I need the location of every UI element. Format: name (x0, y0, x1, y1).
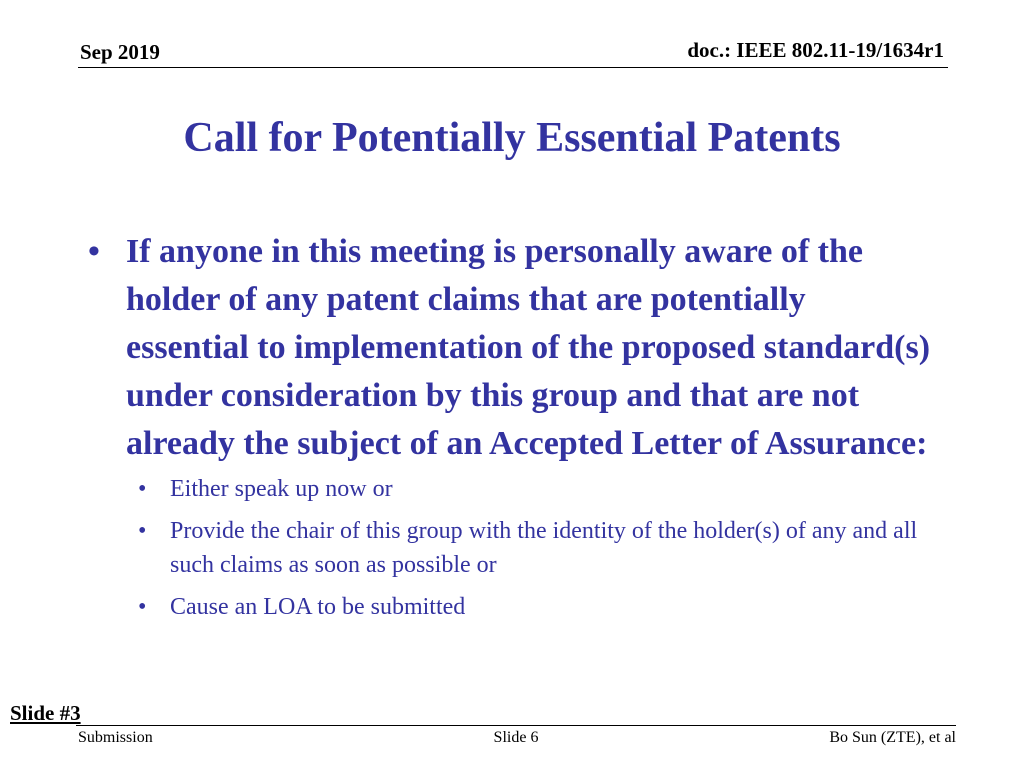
footer-slide-number: Slide 6 (493, 729, 539, 746)
main-bullet-text: If anyone in this meeting is personally aware of the holder of any patent claims that are potentially essential to implementation of the proposed standard(s) under consideration by this group and that are not already the subject of an Accepted Letter of Assurance: (126, 233, 931, 462)
footer-author: Bo Sun (ZTE), et al (829, 729, 956, 746)
sub-bullet (138, 514, 968, 582)
bullet-marker: • (138, 476, 147, 502)
header-date: Sep 2019 (80, 40, 160, 64)
footer-submission: Submission (78, 729, 153, 746)
bullet-marker: • (138, 518, 147, 544)
slide-body (88, 228, 968, 632)
slide-number-label: Slide #3 (10, 701, 81, 725)
slide-title: Call for Potentially Essential Patents (183, 115, 841, 161)
header-doc-id: doc.: IEEE 802.11-19/1634r1 (687, 38, 944, 62)
sub-bullet-text: Provide the chair of this group with the identity of the holder(s) of any and all such claims as soon as possible or (170, 518, 918, 578)
main-bullet (88, 228, 968, 468)
bullet-marker: • (138, 594, 147, 620)
footer-divider (76, 725, 956, 726)
bullet-marker: • (88, 233, 100, 270)
sub-bullet (138, 590, 968, 624)
header-divider (78, 67, 948, 68)
sub-bullet-text: Either speak up now or (170, 476, 393, 502)
sub-bullet (138, 472, 968, 506)
sub-bullet-text: Cause an LOA to be submitted (170, 594, 466, 620)
sub-bullet-list (88, 472, 968, 624)
